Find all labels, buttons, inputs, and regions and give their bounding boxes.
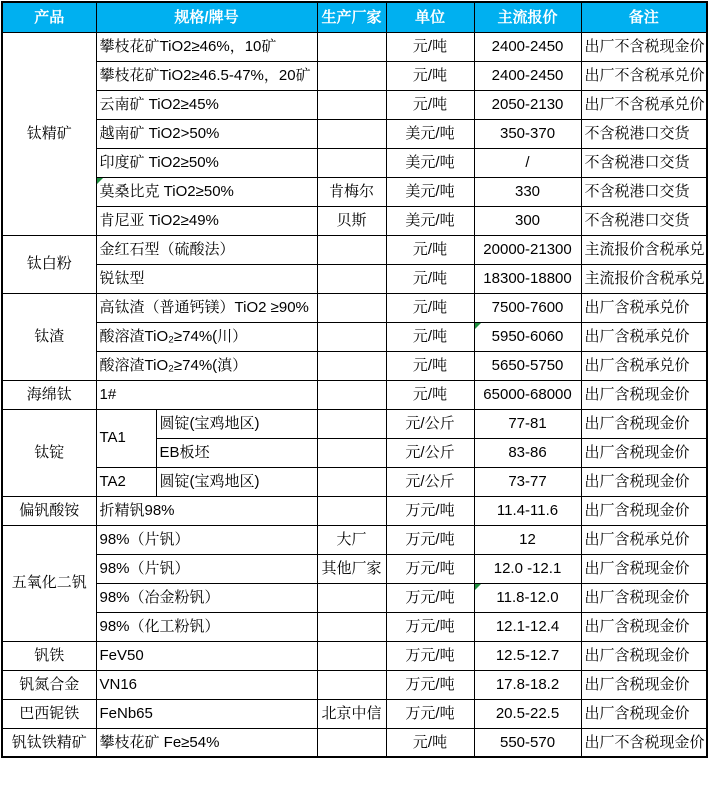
note-cell: 出厂含税现金价 — [581, 409, 707, 438]
table-row — [2, 32, 707, 61]
spec-cell: 98%（片钒） — [96, 525, 317, 554]
price-cell: 330 — [474, 177, 581, 206]
header-product: 产品 — [2, 2, 96, 32]
price-cell: 2400-2450 — [474, 61, 581, 90]
note-cell: 主流报价含税承兑 — [581, 264, 707, 293]
unit-cell: 元/吨 — [386, 90, 474, 119]
note-cell: 出厂含税现金价 — [581, 496, 707, 525]
product-cell: 钛精矿 — [2, 32, 96, 235]
unit-cell: 万元/吨 — [386, 554, 474, 583]
note-cell: 出厂不含税现金价 — [581, 728, 707, 757]
note-cell: 不含税港口交货 — [581, 119, 707, 148]
unit-cell: 元/吨 — [386, 61, 474, 90]
price-cell: 17.8-18.2 — [474, 670, 581, 699]
unit-cell: 元/公斤 — [386, 409, 474, 438]
spec-cell: 圆锭(宝鸡地区) — [156, 409, 317, 438]
price-cell: 11.4-11.6 — [474, 496, 581, 525]
spec-cell: FeV50 — [96, 641, 317, 670]
product-cell: 钛白粉 — [2, 235, 96, 293]
table-row — [2, 206, 707, 235]
manufacturer-cell — [317, 438, 386, 467]
unit-cell: 万元/吨 — [386, 641, 474, 670]
header-price: 主流报价 — [474, 2, 581, 32]
product-cell: 钒铁 — [2, 641, 96, 670]
price-cell: / — [474, 148, 581, 177]
table-row — [2, 351, 707, 380]
table-row — [2, 61, 707, 90]
product-cell: 钒氮合金 — [2, 670, 96, 699]
spec-cell: 攀枝花矿 Fe≥54% — [96, 728, 317, 757]
price-cell: 18300-18800 — [474, 264, 581, 293]
table-row — [2, 554, 707, 583]
unit-cell: 美元/吨 — [386, 206, 474, 235]
note-cell: 出厂含税现金价 — [581, 380, 707, 409]
table-row — [2, 293, 707, 322]
note-cell: 不含税港口交货 — [581, 177, 707, 206]
product-cell: 钛渣 — [2, 293, 96, 380]
note-cell: 出厂含税现金价 — [581, 467, 707, 496]
product-cell: 偏钒酸铵 — [2, 496, 96, 525]
spec-cell: EB板坯 — [156, 438, 317, 467]
price-cell: 7500-7600 — [474, 293, 581, 322]
spec-cell: 锐钛型 — [96, 264, 317, 293]
note-cell: 出厂含税现金价 — [581, 641, 707, 670]
unit-cell: 元/公斤 — [386, 438, 474, 467]
note-cell: 出厂不含税现金价 — [581, 32, 707, 61]
spec-cell: 98%（冶金粉钒） — [96, 583, 317, 612]
unit-cell: 美元/吨 — [386, 119, 474, 148]
manufacturer-cell — [317, 467, 386, 496]
unit-cell: 万元/吨 — [386, 699, 474, 728]
unit-cell: 美元/吨 — [386, 148, 474, 177]
product-cell: 巴西铌铁 — [2, 699, 96, 728]
table-row — [2, 699, 707, 728]
table-row — [2, 467, 707, 496]
product-cell: 五氧化二钒 — [2, 525, 96, 641]
unit-cell: 元/吨 — [386, 728, 474, 757]
manufacturer-cell — [317, 293, 386, 322]
price-cell: 12.1-12.4 — [474, 612, 581, 641]
spec-cell: 金红石型（硫酸法） — [96, 235, 317, 264]
price-cell: 300 — [474, 206, 581, 235]
table-row — [2, 322, 707, 351]
price-cell: 20.5-22.5 — [474, 699, 581, 728]
manufacturer-cell: 肯梅尔 — [317, 177, 386, 206]
spec-cell: 折精钒98% — [96, 496, 317, 525]
manufacturer-cell — [317, 235, 386, 264]
spec-cell: 肯尼亚 TiO2≥49% — [96, 206, 317, 235]
manufacturer-cell — [317, 670, 386, 699]
manufacturer-cell — [317, 148, 386, 177]
header-unit: 单位 — [386, 2, 474, 32]
product-cell: 钛锭 — [2, 409, 96, 496]
table-row — [2, 612, 707, 641]
note-cell: 出厂含税现金价 — [581, 583, 707, 612]
unit-cell: 万元/吨 — [386, 525, 474, 554]
note-cell: 不含税港口交货 — [581, 206, 707, 235]
manufacturer-cell — [317, 61, 386, 90]
spec-cell-with-comment-indicator: 莫桑比克 TiO2≥50% — [96, 177, 317, 206]
spec-cell: 圆锭(宝鸡地区) — [156, 467, 317, 496]
note-cell: 出厂含税承兑价 — [581, 322, 707, 351]
note-cell: 出厂含税承兑价 — [581, 351, 707, 380]
spec-cell: 高钛渣（普通钙镁）TiO2 ≥90% — [96, 293, 317, 322]
note-cell: 主流报价含税承兑 — [581, 235, 707, 264]
price-cell: 5650-5750 — [474, 351, 581, 380]
price-cell: 2400-2450 — [474, 32, 581, 61]
price-cell: 550-570 — [474, 728, 581, 757]
manufacturer-cell: 大厂 — [317, 525, 386, 554]
table-row — [2, 409, 707, 438]
price-cell: 83-86 — [474, 438, 581, 467]
product-cell: 海绵钛 — [2, 380, 96, 409]
grade-cell: TA2 — [96, 467, 156, 496]
manufacturer-cell — [317, 583, 386, 612]
header-manufacturer: 生产厂家 — [317, 2, 386, 32]
note-cell: 出厂含税现金价 — [581, 612, 707, 641]
price-cell: 12 — [474, 525, 581, 554]
spec-cell: 98%（片钒） — [96, 554, 317, 583]
unit-cell: 元/吨 — [386, 322, 474, 351]
note-cell: 出厂含税现金价 — [581, 699, 707, 728]
spec-cell: 攀枝花矿TiO2≥46%，10矿 — [96, 32, 317, 61]
price-cell-with-comment-indicator: 5950-6060 — [474, 322, 581, 351]
note-cell: 出厂不含税承兑价 — [581, 61, 707, 90]
manufacturer-cell — [317, 641, 386, 670]
manufacturer-cell — [317, 409, 386, 438]
note-cell: 不含税港口交货 — [581, 148, 707, 177]
note-cell: 出厂含税承兑价 — [581, 525, 707, 554]
spec-cell: 攀枝花矿TiO2≥46.5-47%，20矿 — [96, 61, 317, 90]
table-row — [2, 496, 707, 525]
price-cell: 12.0 -12.1 — [474, 554, 581, 583]
price-cell: 77-81 — [474, 409, 581, 438]
header-spec: 规格/牌号 — [96, 2, 317, 32]
unit-cell: 美元/吨 — [386, 177, 474, 206]
manufacturer-cell: 北京中信 — [317, 699, 386, 728]
table-row — [2, 641, 707, 670]
spec-cell: 印度矿 TiO2≥50% — [96, 148, 317, 177]
manufacturer-cell — [317, 380, 386, 409]
note-cell: 出厂不含税承兑价 — [581, 90, 707, 119]
spec-cell: 越南矿 TiO2>50% — [96, 119, 317, 148]
spec-cell: 云南矿 TiO2≥45% — [96, 90, 317, 119]
spec-cell: 1# — [96, 380, 317, 409]
product-cell: 钒钛铁精矿 — [2, 728, 96, 757]
unit-cell: 元/吨 — [386, 264, 474, 293]
manufacturer-cell: 贝斯 — [317, 206, 386, 235]
spec-cell: VN16 — [96, 670, 317, 699]
unit-cell: 元/吨 — [386, 235, 474, 264]
table-row — [2, 235, 707, 264]
manufacturer-cell — [317, 322, 386, 351]
header-row — [2, 2, 707, 32]
manufacturer-cell — [317, 612, 386, 641]
table-row — [2, 264, 707, 293]
price-cell-with-comment-indicator: 11.8-12.0 — [474, 583, 581, 612]
table-row — [2, 583, 707, 612]
price-table — [1, 1, 708, 758]
manufacturer-cell — [317, 351, 386, 380]
unit-cell: 元/吨 — [386, 380, 474, 409]
price-cell: 350-370 — [474, 119, 581, 148]
unit-cell: 万元/吨 — [386, 496, 474, 525]
manufacturer-cell — [317, 32, 386, 61]
unit-cell: 元/公斤 — [386, 467, 474, 496]
manufacturer-cell — [317, 119, 386, 148]
manufacturer-cell — [317, 496, 386, 525]
table-row — [2, 728, 707, 757]
note-cell: 出厂含税现金价 — [581, 670, 707, 699]
unit-cell: 元/吨 — [386, 32, 474, 61]
table-row — [2, 177, 707, 206]
manufacturer-cell — [317, 264, 386, 293]
spec-cell: 酸溶渣TiO₂≥74%(滇） — [96, 351, 317, 380]
header-note: 备注 — [581, 2, 707, 32]
manufacturer-cell: 其他厂家 — [317, 554, 386, 583]
manufacturer-cell — [317, 90, 386, 119]
note-cell: 出厂含税现金价 — [581, 438, 707, 467]
unit-cell: 万元/吨 — [386, 612, 474, 641]
spec-cell: FeNb65 — [96, 699, 317, 728]
price-cell: 73-77 — [474, 467, 581, 496]
table-row — [2, 119, 707, 148]
price-cell: 20000-21300 — [474, 235, 581, 264]
spec-cell: 酸溶渣TiO₂≥74%(川） — [96, 322, 317, 351]
table-row — [2, 525, 707, 554]
unit-cell: 万元/吨 — [386, 583, 474, 612]
price-cell: 12.5-12.7 — [474, 641, 581, 670]
unit-cell: 元/吨 — [386, 351, 474, 380]
note-cell: 出厂含税现金价 — [581, 554, 707, 583]
note-cell: 出厂含税承兑价 — [581, 293, 707, 322]
unit-cell: 万元/吨 — [386, 670, 474, 699]
table-row — [2, 90, 707, 119]
table-row — [2, 670, 707, 699]
manufacturer-cell — [317, 728, 386, 757]
price-cell: 2050-2130 — [474, 90, 581, 119]
price-cell: 65000-68000 — [474, 380, 581, 409]
unit-cell: 元/吨 — [386, 293, 474, 322]
table-row — [2, 380, 707, 409]
table-row — [2, 148, 707, 177]
spec-cell: 98%（化工粉钒） — [96, 612, 317, 641]
grade-cell: TA1 — [96, 409, 156, 467]
